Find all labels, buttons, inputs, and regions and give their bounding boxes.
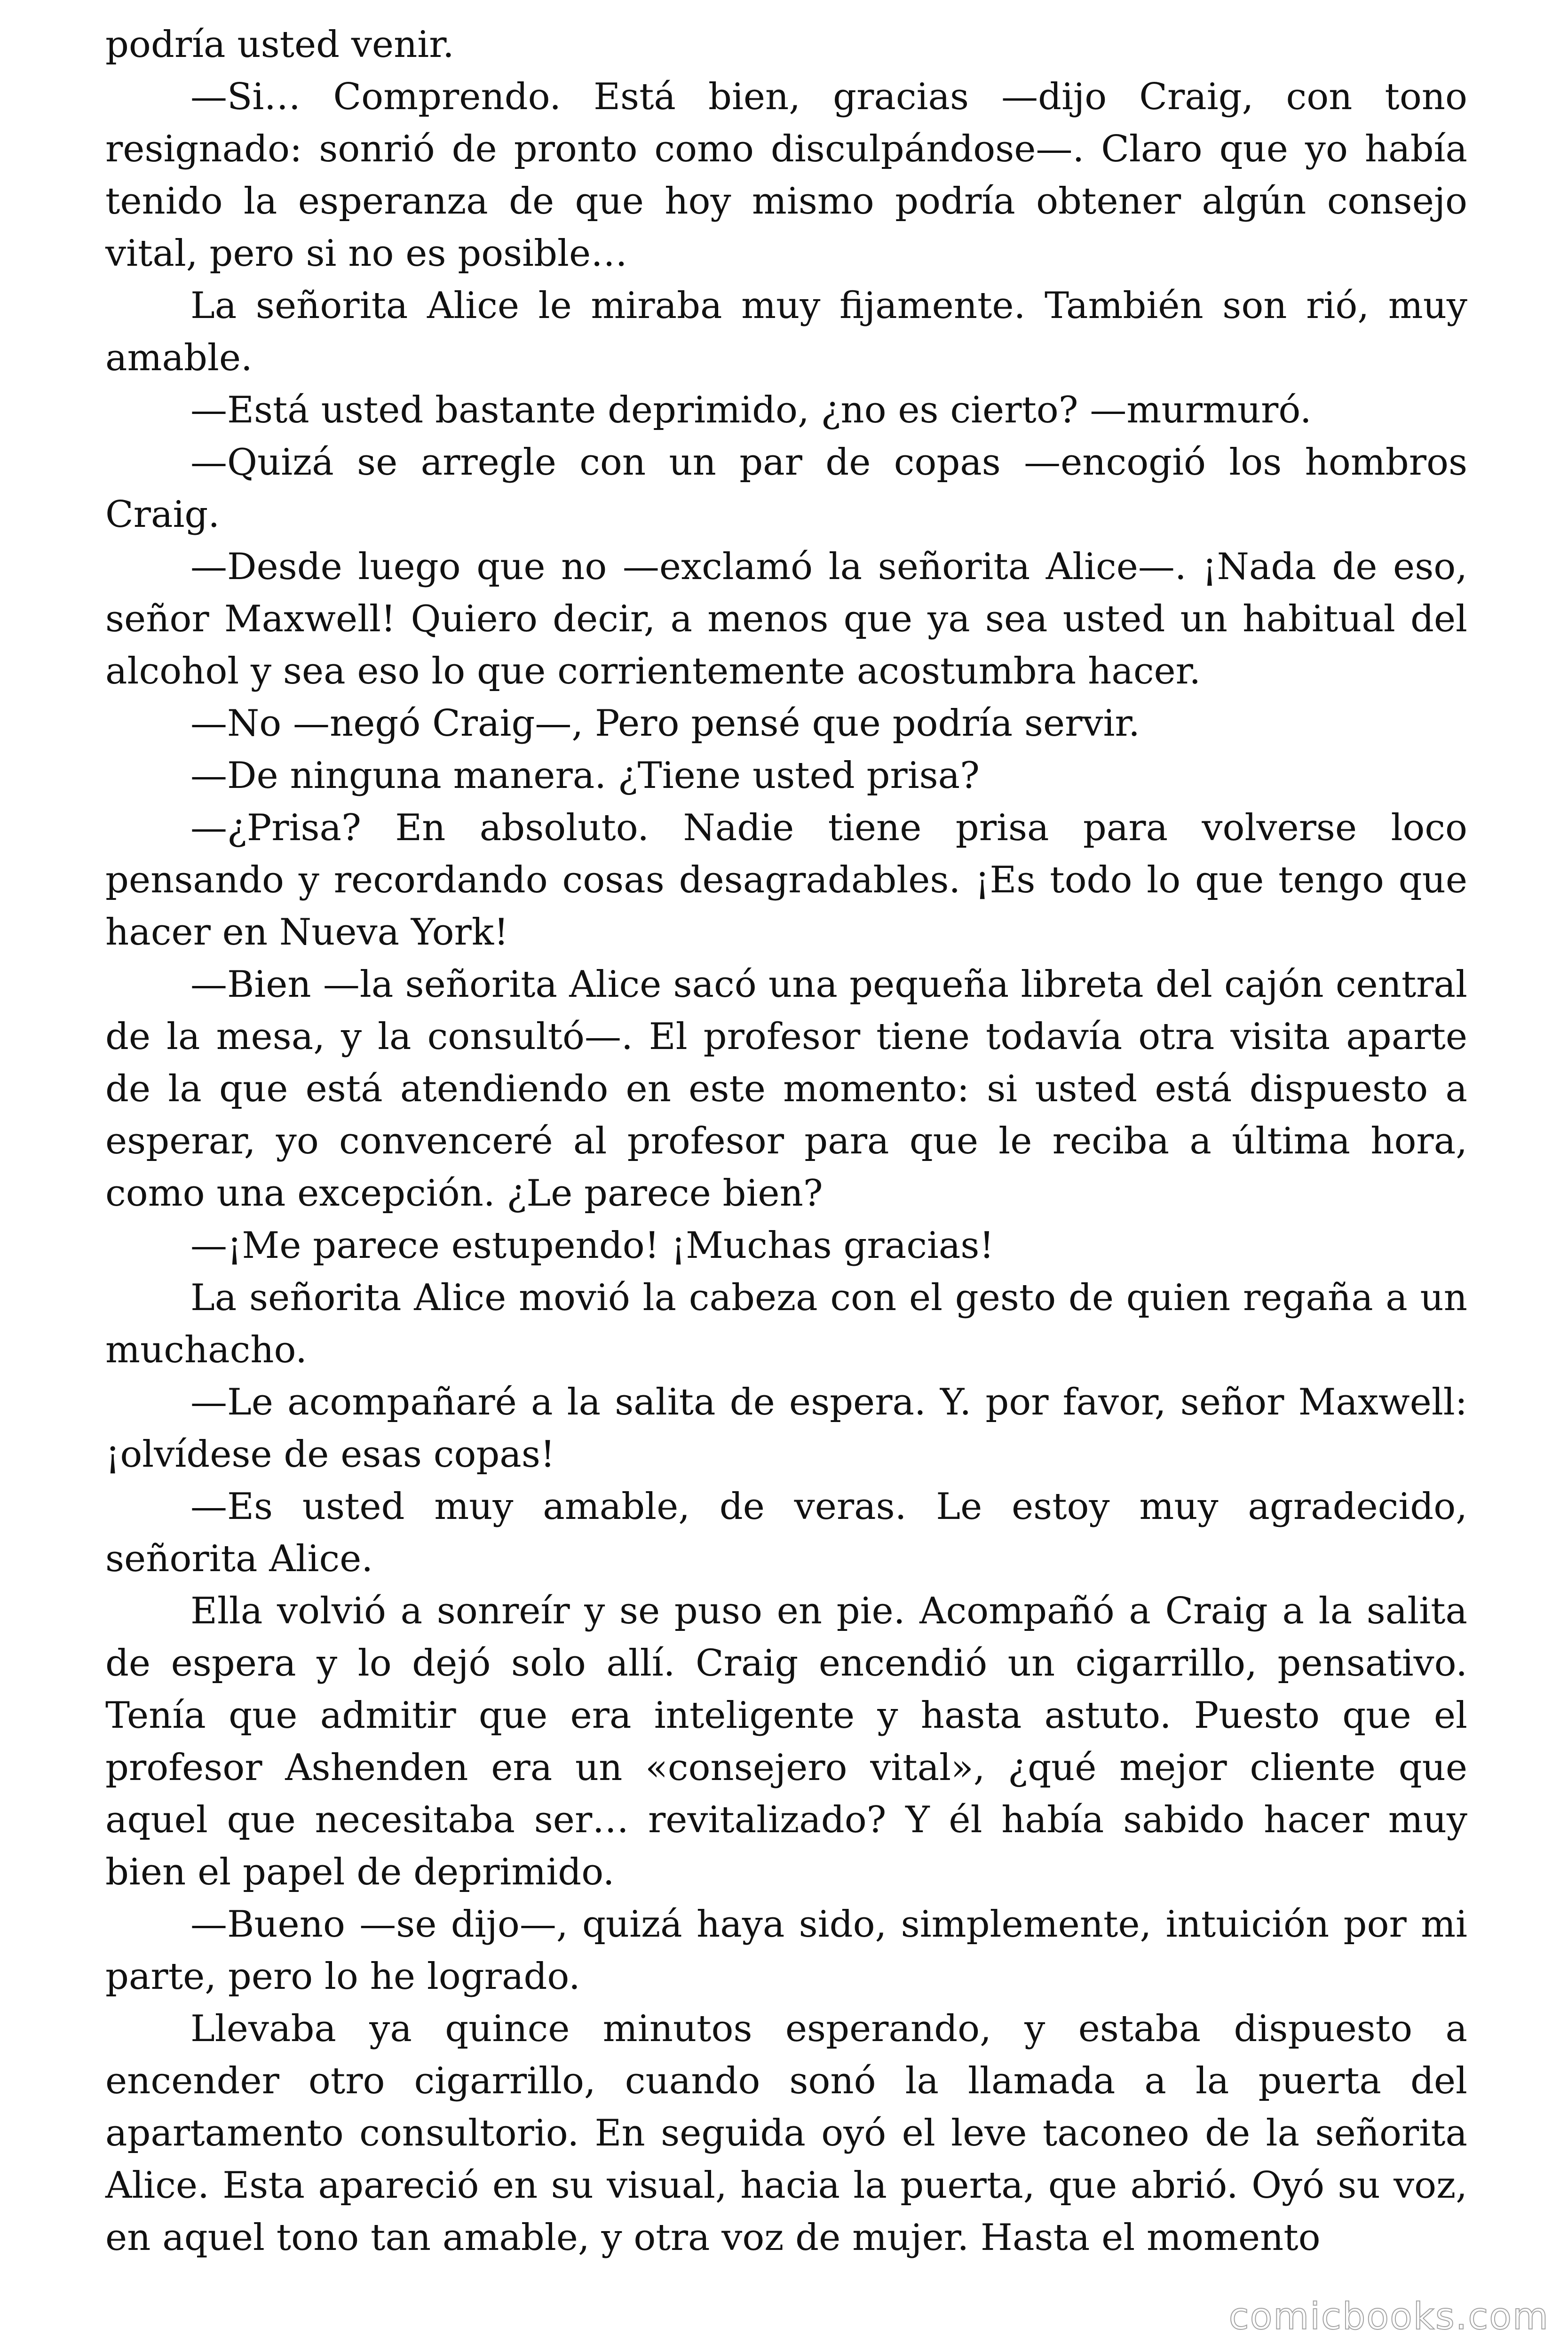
watermark-logo: comicbooks.com [1228,2296,1549,2338]
paragraph: —¡Me parece estupendo! ¡Muchas gracias! [190,1224,994,1267]
book-page-text [105,19,1467,2264]
paragraph: —Si… Comprendo. Está bien, gracias —dijo Craig, con tono resignado: sonrió de pronto como disculpándose—. Claro que yo había tenido la esperanza de que hoy mismo podría obtener algún consejo vital, pero si no es posible… [105,76,1467,275]
paragraph: —Bueno —se dijo—, quizá haya sido, simplemente, intuición por mi parte, pero lo he logrado. [105,1903,1467,1998]
paragraph: —Es usted muy amable, de veras. Le estoy muy agradecido, señorita Alice. [105,1486,1467,1580]
paragraph: —Bien —la señorita Alice sacó una pequeña libreta del cajón central de la mesa, y la consultó—. El profesor tiene todavía otra visita aparte de la que está atendiendo en este momento: si usted está dispuesto a esperar, yo convenceré al profesor para que le reciba a última hora, como una excepción. ¿Le parece bien? [105,963,1467,1215]
paragraph: —Quizá se arregle con un par de copas —encogió los hombros Craig. [105,441,1467,536]
paragraph: —Desde luego que no —exclamó la señorita Alice—. ¡Nada de eso, señor Maxwell! Quiero decir, a menos que ya sea usted un habitual del alcohol y sea eso lo que corrientemente acostumbra hacer. [105,546,1467,692]
paragraph-continuation: podría usted venir. [105,24,454,66]
paragraph: La señorita Alice movió la cabeza con el gesto de quien regaña a un muchacho. [105,1277,1467,1371]
paragraph: —Está usted bastante deprimido, ¿no es cierto? —murmuró. [190,389,1312,431]
paragraph: La señorita Alice le miraba muy fijamente. También son rió, muy amable. [105,285,1467,379]
paragraph: —Le acompañaré a la salita de espera. Y. por favor, señor Maxwell: ¡olvídese de esas copas! [105,1381,1467,1476]
paragraph: —De ninguna manera. ¿Tiene usted prisa? [190,755,980,797]
paragraph: —No —negó Craig—, Pero pensé que podría servir. [190,702,1140,745]
paragraph: Llevaba ya quince minutos esperando, y estaba dispuesto a encender otro cigarrillo, cuando sonó la llamada a la puerta del apartamento consultorio. En seguida oyó el leve taconeo de la señorita Alice. Esta apareció en su visual, hacia la puerta, que abrió. Oyó su voz, en aquel tono tan amable, y otra voz de mujer. Hasta el momento [105,2008,1467,2259]
paragraph: —¿Prisa? En absoluto. Nadie tiene prisa para volverse loco pensando y recordando cosas desagradables. ¡Es todo lo que tengo que hacer en Nueva York! [105,807,1467,954]
paragraph: Ella volvió a sonreír y se puso en pie. Acompañó a Craig a la salita de espera y lo dejó solo allí. Craig encendió un cigarrillo, pensativo. Tenía que admitir que era inteligente y hasta astuto. Puesto que el profesor Ashenden era un «consejero vital», ¿qué mejor cliente que aquel que necesitaba ser… revitalizado? Y él había sabido hacer muy bien el papel de deprimido. [105,1590,1467,1893]
